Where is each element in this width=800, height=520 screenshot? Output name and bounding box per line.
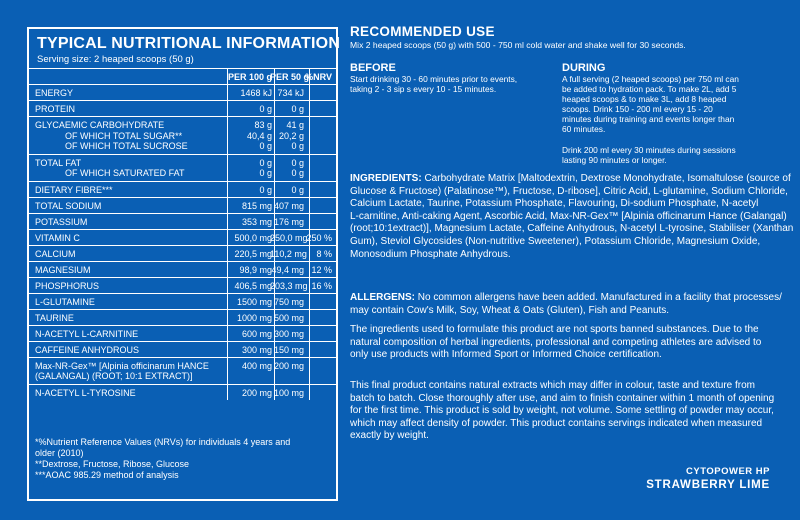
value-per100 [220,233,272,244]
nutrient-name-line: GLYCAEMIC CARBOHYDRATE [35,120,165,130]
footnote-line: older (2010) [35,448,84,458]
value-per100 [220,201,272,212]
during-line: heaped scoops & to make 3L, add 8 heaped [562,94,727,104]
nutrient-name-line: MAGNESIUM [35,264,91,275]
value-per50-line: 734 kJ [277,88,304,98]
value-per100 [220,185,272,196]
before-text [350,74,555,94]
value-per50 [270,248,307,260]
sport-note-line: The ingredients used to formulate this product are not sports banned substances. Due to the [350,324,759,335]
allergens-line: may contain Cow's Milk, Soy, Wheat & Oats (Gluten), Fish and Peanuts. [350,304,670,316]
product-name: CYTOPOWER HP [686,466,770,477]
value-per50-line: 41 g [286,120,304,130]
ingredients-label: INGREDIENTS: [350,173,422,184]
nutrient-name-line: OF WHICH TOTAL SUCROSE [65,141,188,151]
value-per50-line: 150 mg [273,344,304,355]
during-title: DURING [562,62,606,74]
value-nrv [304,265,332,276]
footnote-line: *%Nutrient Reference Values (NRVs) for individuals 4 years and [35,437,291,447]
value-per100 [220,345,272,356]
value-per50-line: 49,4 mg [271,264,304,275]
value-per50 [270,297,304,308]
value-nrv-line: 16 % [311,280,332,291]
nutrient-name [35,388,136,399]
before-line: taking 2 - 3 sip s every 10 - 15 minutes. [350,84,497,94]
during-extra-line: Drink 200 ml every 30 minutes during sessions [562,145,736,155]
before-block [350,62,555,94]
value-per50-line: 100 mg [273,387,304,398]
recommended-use-section [350,24,770,177]
value-per100 [220,265,272,276]
natural-note-line: for the first time. This product is sold by weight, not volume. Some settling of powder may occur, [350,405,774,417]
value-per100 [220,313,272,324]
sport-note-line: only use products with Informed Sport or Informed Choice certification. [350,349,662,361]
value-per100-line: 40,4 g [246,130,272,141]
value-nrv-line: 12 % [311,264,332,275]
value-per50-line: 500 mg [273,312,304,323]
allergens-text: No common allergens have been added. Manufactured in a facility that processes/ [415,292,782,303]
table-row [29,84,336,100]
nutrient-name [35,249,76,260]
nutrition-title: TYPICAL NUTRITIONAL INFORMATION [37,35,341,52]
value-per50-line: 0 g [291,168,304,178]
nutrient-name-line: ENERGY [35,88,74,98]
value-per100-line: 220,5 mg [234,248,272,259]
nutrient-name-line: PROTEIN [35,104,76,114]
nutrient-name-line: TOTAL FAT [35,157,82,168]
value-per50 [270,185,304,196]
nutrient-name [35,104,75,115]
value-per100-line: 1500 mg [236,296,272,307]
nutrient-name-line: N-ACETYL L-CARNITINE [35,328,139,339]
value-per100 [220,361,272,372]
nutrient-name [35,345,139,356]
value-per50-line: 20,2 g [278,130,304,141]
nutrient-name [35,329,138,340]
nutrient-name-line: POTASSIUM [35,216,88,227]
nutrient-name [35,158,185,179]
nutrient-name-line: N-ACETYL L-TYROSINE [35,387,136,398]
value-per50-line: 0 g [291,184,304,195]
nutrient-name-line: OF WHICH TOTAL SUGAR** [65,130,183,141]
value-nrv-line: 250 % [306,232,332,243]
nutrient-name-line: DIETARY FIBRE*** [35,184,113,195]
ingredients-line: Monosodium Phosphate Anhydrous. [350,248,511,260]
during-line: scoops. Drink 150 - 200 ml every 15 - 20 [562,104,713,114]
value-per100-line: 406,5 mg [234,280,272,291]
nutrient-name-line: VITAMIN C [35,232,80,243]
table-row [29,100,336,116]
nutrition-table [29,68,336,400]
value-per100-line: 300 mg [241,344,272,355]
nutrient-name-line: (GALANGAL) (ROOT; 10:1 EXTRACT)] [35,371,193,381]
table-row [29,197,336,213]
value-per50-line: 110,2 mg [270,248,307,259]
table-row [29,325,336,341]
nutrient-name [35,120,188,152]
product-flavor: STRAWBERRY LIME [646,479,770,491]
table-row [29,154,336,181]
table-row [29,213,336,229]
nutrient-name [35,265,91,276]
during-text [562,74,772,134]
value-per50 [270,201,304,212]
during-line: minutes during training and events longer than [562,114,735,124]
footnote-line: **Dextrose, Fructose, Ribose, Glucose [35,459,190,469]
table-row [29,181,336,197]
recommended-use-title: RECOMMENDED USE [350,24,495,39]
value-per50 [270,345,304,356]
value-per100 [220,249,272,260]
nutrient-name-line: CAFFEINE ANHYDROUS [35,344,140,355]
header-per100: PER 100 g [227,72,272,82]
value-per50-line: 300 mg [273,328,304,339]
value-per100-line: 1468 kJ [240,88,272,98]
value-per50-line: 407 mg [273,200,304,211]
nutrient-name-line: Max-NR-Gex™ [Alpinia officinarum HANCE [35,360,209,371]
ingredients-line: Gum), Steviol Glycosides (Non-nutritive Sweetener), Potassium Chloride, Magnesium Oxide, [350,235,761,247]
nutrient-name [35,297,95,308]
sport-note [350,324,780,362]
value-per50 [270,265,304,276]
nutrient-name [35,281,99,292]
value-nrv [304,281,332,292]
during-line: 60 minutes. [562,124,606,134]
value-per50-line: 200 mg [273,360,304,371]
value-per100 [220,158,272,179]
natural-note-line: This final product contains natural extracts which may differ in colour, taste and texture from [350,380,756,391]
natural-note-line: which may affect density of powder. This product contains servings indicated when measured [350,417,763,429]
value-per100-line: 0 g [259,184,272,195]
header-nrv: %NRV [305,72,332,82]
nutrient-name-line: L-GLUTAMINE [35,296,95,307]
nutrient-name-line: TAURINE [35,312,74,323]
serving-size: Serving size: 2 heaped scoops (50 g) [37,54,194,65]
ingredients-text: Carbohydrate Matrix [Maltodextrin, Dextrose Monohydrate, Isomaltulose (source of [421,173,791,184]
during-extra-line: lasting 90 minutes or longer. [562,155,667,165]
table-row [29,261,336,277]
value-per100-line: 815 mg [241,200,272,211]
nutrient-name [35,88,73,99]
value-per100 [220,281,272,292]
value-per50 [270,313,304,324]
nutrient-name [35,313,74,324]
allergens-label: ALLERGENS: [350,292,415,303]
allergens-block [350,292,780,317]
value-per100-line: 400 mg [241,360,272,371]
value-nrv-line: 8 % [316,248,332,259]
product-label [646,466,770,493]
value-per100 [220,88,272,99]
value-per50 [270,232,308,244]
sport-note-line: natural composition of herbal ingredients, professional and competing athletes are advised to [350,336,762,348]
table-row [29,116,336,154]
table-row [29,357,336,384]
value-per100-line: 0 g [259,168,272,178]
value-per100 [220,297,272,308]
nutrient-name [35,361,209,382]
natural-note-line: exactly by weight. [350,430,429,442]
before-line: Start drinking 30 - 60 minutes prior to events, [350,74,518,84]
value-per50-line: 0 g [291,157,304,168]
natural-note [350,380,780,443]
value-nrv [304,249,332,260]
nutrition-footnotes [35,437,335,481]
value-per50 [270,329,304,340]
value-per100 [220,329,272,340]
value-per100-line: 83 g [254,120,272,130]
value-per100-line: 0 g [259,104,272,114]
ingredients-line [350,173,791,186]
value-per50 [270,158,304,179]
value-per50-line: 0 g [291,104,304,114]
value-per100-line: 0 g [259,157,272,168]
nutrient-name [35,233,80,244]
ingredients-block [350,173,794,261]
value-per100-line: 600 mg [241,328,272,339]
natural-note-line: batch to batch. Close thoroughly after use, and aim to finish container within 1 month of opening [350,392,775,404]
value-per100 [220,120,272,152]
table-row [29,309,336,325]
value-per100-line: 500,0 mg [234,232,272,243]
footnote-line: ***AOAC 985.29 method of analysis [35,470,179,480]
ingredients-line: Calcium Lactate, Taurine, Potassium Phosphate, Flavouring, Di-sodium Phosphate, N-acetyl [350,198,759,210]
recommended-use-text: Mix 2 heaped scoops (50 g) with 500 - 750 ml cold water and shake well for 30 seconds. [350,40,686,50]
value-per50 [270,280,308,292]
ingredients-line: Glucose & Fructose) (Palatinose™), Fructose, D-ribose], Citric Acid, L-glutamine, Sodium Chloride, [350,185,788,197]
value-per100-line: 0 g [259,141,272,151]
nutrient-name [35,185,113,196]
value-per50-line: 176 mg [273,216,304,227]
value-per100-line: 200 mg [241,387,272,398]
value-per50 [270,217,304,228]
ingredients-line: (root;10:1extract)], Magnesium Lactate, Caffeine Anhydrous, N-acetyl L-tyrosine, Stabiliser (Xanthan [350,223,794,235]
nutrient-name [35,217,87,228]
during-line: be added to hydration pack. To make 2L, add 5 [562,84,737,94]
table-row [29,341,336,357]
value-per50 [270,104,304,115]
value-per50-line: 203,3 mg [270,280,308,291]
value-per50 [270,88,304,99]
table-row [29,384,336,400]
value-per50-line: 250,0 mg [270,232,308,243]
nutrient-name-line: CALCIUM [35,248,76,259]
value-per100-line: 1000 mg [236,312,272,323]
during-line: A full serving (2 heaped scoops) per 750 ml can [562,74,739,84]
value-per50-line: 0 g [291,141,304,151]
table-row [29,245,336,261]
nutrient-name-line: PHOSPHORUS [35,280,100,291]
nutrient-name-line: TOTAL SODIUM [35,200,102,211]
value-per100 [220,104,272,115]
value-per50 [270,361,304,372]
value-per100-line: 98,9 mg [239,264,272,275]
value-per100 [220,388,272,399]
ingredients-line: L-carnitine, Anti-caking Agent, Ascorbic Acid, Max-NR-Gex™ [Alpinia officinarum Hance (Galangal) [350,210,787,222]
value-per50-line: 750 mg [273,296,304,307]
nutrient-name [35,201,101,212]
nutrient-name-line: OF WHICH SATURATED FAT [65,168,185,178]
table-row [29,277,336,293]
before-title: BEFORE [350,62,396,74]
value-per100 [220,217,272,228]
during-block [562,62,772,165]
table-row [29,293,336,309]
value-per100-line: 353 mg [241,216,272,227]
nutrition-panel [27,27,341,501]
table-row [29,229,336,245]
value-nrv [304,233,332,244]
allergens-line [350,292,780,305]
during-extra-text [562,145,772,165]
value-per50 [270,388,304,399]
table-header-row [29,68,336,84]
value-per50 [270,120,304,152]
header-per50: PER 50 g [270,72,310,82]
